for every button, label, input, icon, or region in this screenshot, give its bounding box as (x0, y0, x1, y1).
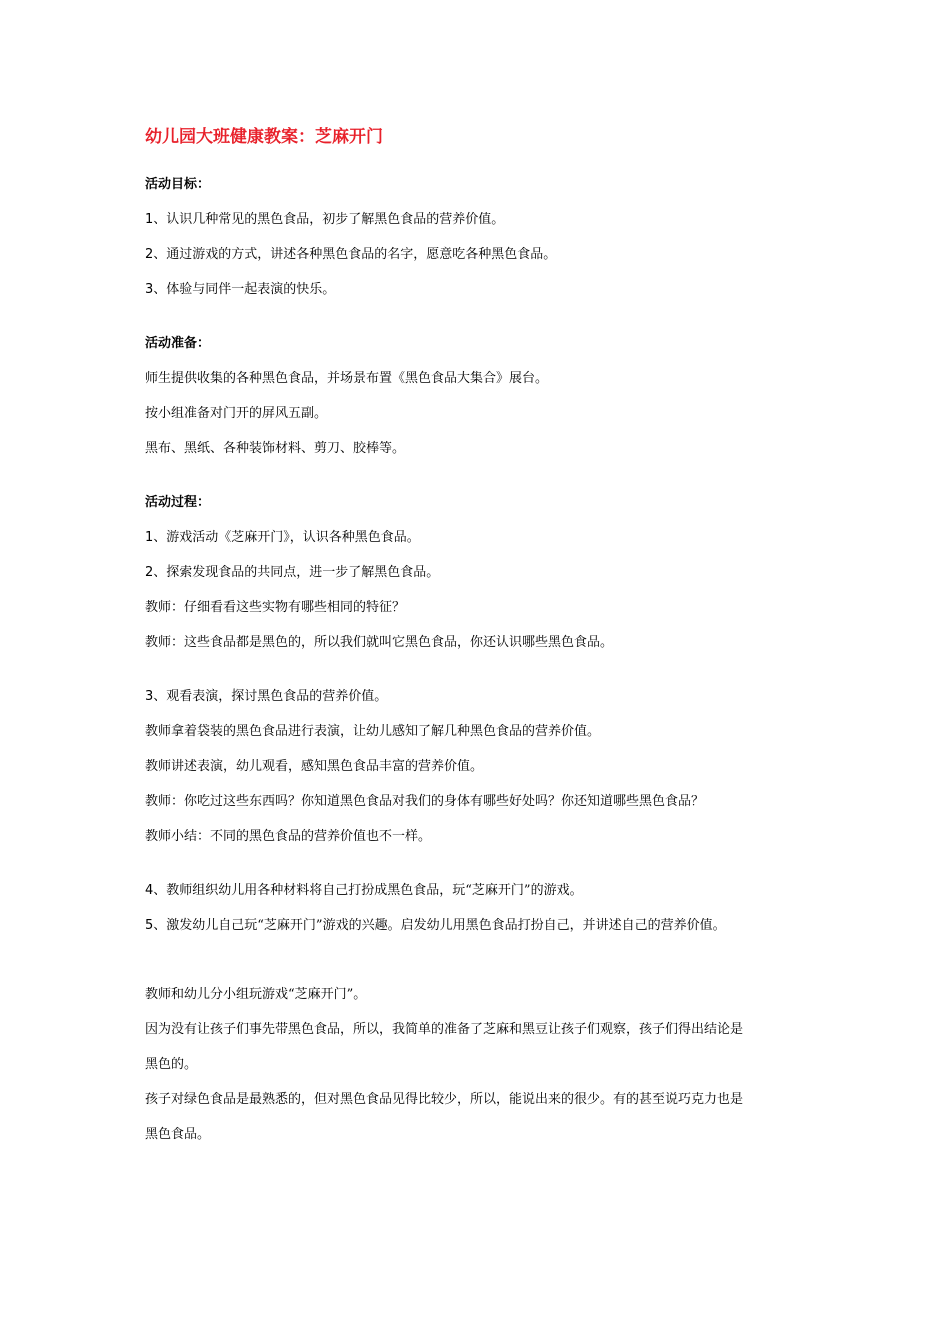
reflection-line: 孩子对绿色食品是最熟悉的，但对黑色食品见得比较少，所以，能说出来的很少。有的甚至说巧克力也是 (145, 1092, 744, 1107)
prep-item-1: 师生提供收集的各种黑色食品，并场景布置《黑色食品大集合》展台。 (145, 371, 549, 386)
process-step-5: 5、激发幼儿自己玩“芝麻开门”游戏的兴趣。启发幼儿用黑色食品打扮自己，并讲述自己的营养价值。 (145, 918, 726, 933)
reflection-line: 黑色食品。 (145, 1127, 211, 1142)
prep-heading: 活动准备： (145, 336, 211, 351)
process-line: 教师讲述表演，幼儿观看，感知黑色食品丰富的营养价值。 (145, 759, 484, 774)
reflection-line: 教师和幼儿分小组玩游戏“芝麻开门”。 (145, 987, 367, 1002)
goals-heading: 活动目标： (145, 177, 211, 192)
document-title: 幼儿园大班健康教案：芝麻开门 (145, 127, 383, 147)
goal-item-3: 3、体验与同伴一起表演的快乐。 (145, 282, 336, 297)
goal-item-2: 2、通过游戏的方式，讲述各种黑色食品的名字，愿意吃各种黑色食品。 (145, 247, 557, 262)
process-step-4: 4、教师组织幼儿用各种材料将自己打扮成黑色食品，玩“芝麻开门”的游戏。 (145, 883, 583, 898)
process-line: 教师：你吃过这些东西吗？你知道黑色食品对我们的身体有哪些好处吗？你还知道哪些黑色食品？ (145, 794, 705, 809)
reflection-line: 因为没有让孩子们事先带黑色食品，所以，我简单的准备了芝麻和黑豆让孩子们观察，孩子们得出结论是 (145, 1022, 744, 1037)
process-line: 教师：仔细看看这些实物有哪些相同的特征？ (145, 600, 406, 615)
process-line: 教师拿着袋装的黑色食品进行表演，让幼儿感知了解几种黑色食品的营养价值。 (145, 724, 601, 739)
process-step-2: 2、探索发现食品的共同点，进一步了解黑色食品。 (145, 565, 440, 580)
prep-item-2: 按小组准备对门开的屏风五副。 (145, 406, 328, 421)
process-line: 教师：这些食品都是黑色的，所以我们就叫它黑色食品，你还认识哪些黑色食品。 (145, 635, 614, 650)
goal-item-1: 1、认识几种常见的黑色食品，初步了解黑色食品的营养价值。 (145, 212, 505, 227)
process-heading: 活动过程： (145, 495, 211, 510)
reflection-line: 黑色的。 (145, 1057, 198, 1072)
prep-item-3: 黑布、黑纸、各种装饰材料、剪刀、胶棒等。 (145, 441, 406, 456)
process-step-3: 3、观看表演，探讨黑色食品的营养价值。 (145, 689, 388, 704)
process-line: 教师小结：不同的黑色食品的营养价值也不一样。 (145, 829, 432, 844)
process-step-1: 1、游戏活动《芝麻开门》，认识各种黑色食品。 (145, 530, 420, 545)
